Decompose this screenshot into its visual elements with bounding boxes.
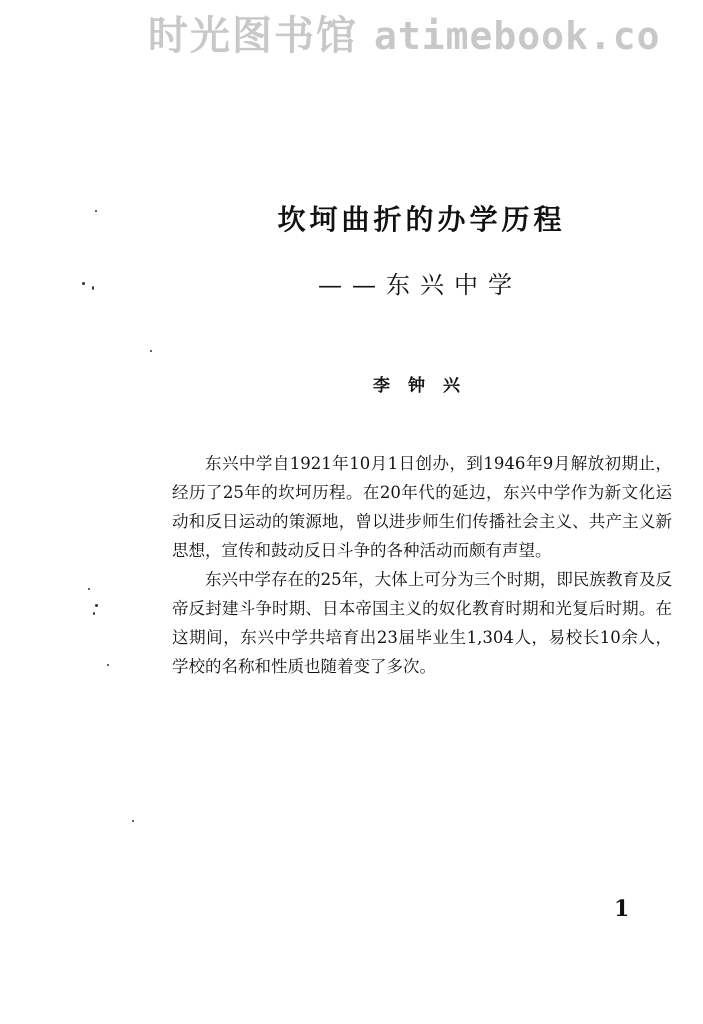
article-author: 李钟兴 — [373, 376, 478, 396]
scan-speck — [107, 664, 109, 666]
scan-speck — [95, 604, 98, 607]
page-number: 1 — [614, 896, 630, 922]
scan-speck — [150, 350, 152, 352]
article-title: 坎坷曲折的办学历程 — [277, 203, 566, 236]
watermark-name: 时光图书馆 — [148, 13, 358, 59]
scan-speck — [82, 282, 85, 285]
article-body — [172, 449, 672, 681]
scan-speck — [93, 612, 95, 615]
scan-speck — [95, 210, 97, 212]
paragraph-2: 东兴中学存在的25年，大体上可分为三个时期，即民族教育及反帝反封建斗争时期、日本帝国主义的奴化教育时期和光复后时期。在这期间，东兴中学共培育出23届毕业生1,304人，易校长10余人，学校的名称和性质也随着变了多次。 — [172, 570, 672, 676]
paragraph-1: 东兴中学自1921年10月1日创办，到1946年9月解放初期止，经历了25年的坎坷历程。在20年代的延边，东兴中学作为新文化运动和反日运动的策源地，曾以进步师生们传播社会主义、共产主义新思想，宣传和鼓动反日斗争的各种活动而颇有声望。 — [172, 454, 672, 560]
scan-speck — [92, 286, 94, 290]
watermark — [148, 8, 703, 64]
scan-speck — [88, 588, 90, 590]
watermark-url: atimebook.co — [374, 14, 661, 58]
article-subtitle: ——东兴中学 — [318, 271, 522, 299]
scan-speck — [132, 820, 134, 822]
